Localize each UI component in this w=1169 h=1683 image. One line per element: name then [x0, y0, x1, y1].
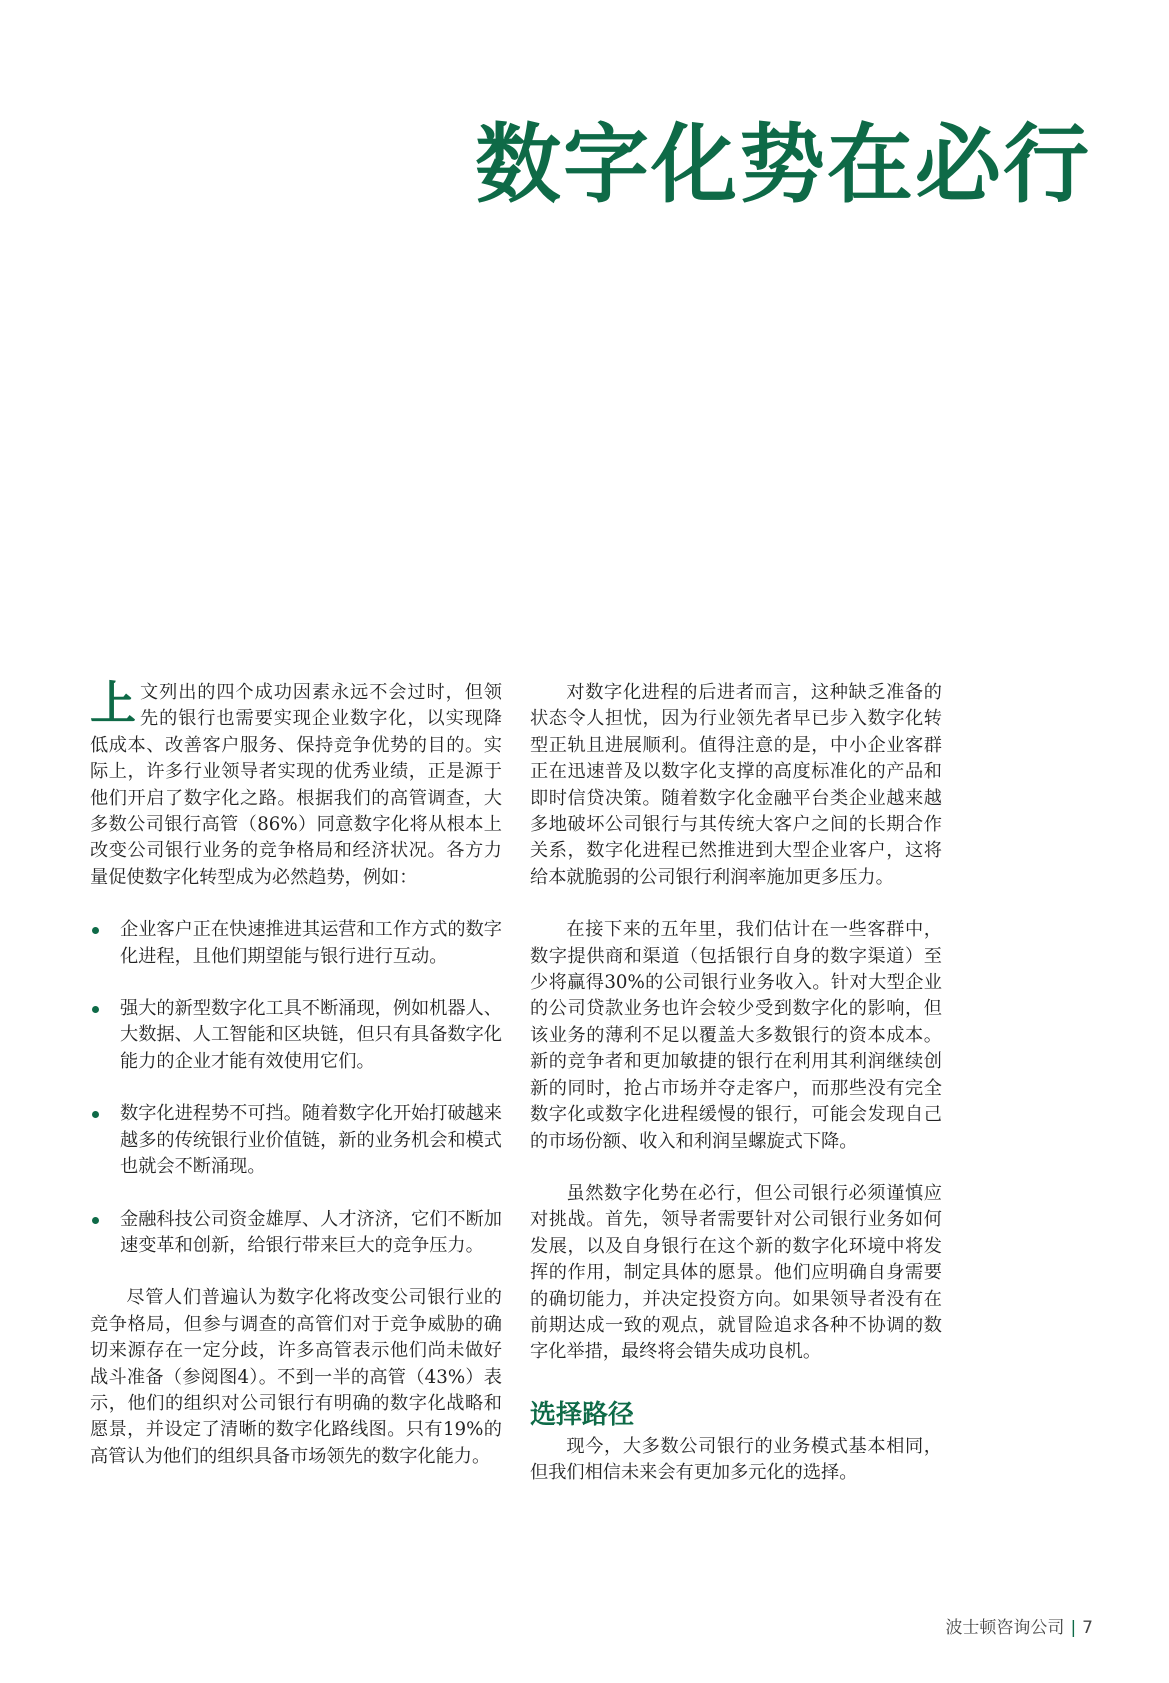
bullet-icon	[92, 927, 99, 934]
list-item	[90, 917, 502, 970]
footer-company: 波士顿咨询公司	[945, 1618, 1065, 1638]
bullet-icon	[92, 1111, 99, 1118]
bullet-icon	[92, 1217, 99, 1224]
bullet-text: 企业客户正在快速推进其运营和工作方式的数字化进程，且他们期望能与银行进行互动。	[120, 919, 502, 967]
left-column	[90, 676, 502, 1470]
closing-paragraph: 尽管人们普遍认为数字化将改变公司银行业的竞争格局，但参与调查的高管们对于竞争威胁的确切来源存在一定分歧，许多高管表示他们尚未做好战斗准备（参阅图4）。不到一半的高管（43%）表示，他们的组织对公司银行有明确的数字化战略和愿景，并设定了清晰的数字化路线图。只有19%的高管认为他们的组织具备市场领先的数字化能力。	[90, 1287, 502, 1467]
list-item	[90, 1101, 502, 1180]
page-number: 7	[1082, 1618, 1093, 1638]
page-footer	[945, 1613, 1093, 1638]
body-paragraph: 对数字化进程的后进者而言，这种缺乏准备的状态令人担忧，因为行业领先者早已步入数字化转型正轨且进展顺利。值得注意的是，中小企业客群正在迅速普及以数字化支撑的高度标准化的产品和即时信贷决策。随着数字化金融平台类企业越来越多地破坏公司银行与其传统大客户之间的长期合作关系，数字化进程已然推进到大型企业客户，这将给本就脆弱的公司银行利润率施加更多压力。	[530, 682, 942, 888]
right-column	[530, 680, 942, 1487]
page-title: 数字化势在必行	[475, 114, 1091, 215]
list-item	[90, 1207, 502, 1260]
body-paragraph: 在接下来的五年里，我们估计在一些客群中，数字提供商和渠道（包括银行自身的数字渠道）至少将赢得30%的公司银行业务收入。针对大型企业的公司贷款业务也许会较少受到数字化的影响，但该业务的薄利不足以覆盖大多数银行的资本成本。新的竞争者和更加敏捷的银行在利用其利润继续创新的同时，抢占市场并夺走客户，而那些没有完全数字化或数字化进程缓慢的银行，可能会发现自己的市场份额、收入和利润呈螺旋式下降。	[530, 919, 942, 1152]
drop-cap: 上	[90, 676, 136, 730]
intro-paragraph	[90, 676, 502, 891]
bullet-icon	[92, 1006, 99, 1013]
bullet-text: 数字化进程势不可挡。随着数字化开始打破越来越多的传统银行业价值链，新的业务机会和模式也就会不断涌现。	[120, 1103, 502, 1178]
bullet-list	[90, 917, 502, 1259]
bullet-text: 金融科技公司资金雄厚、人才济济，它们不断加速变革和创新，给银行带来巨大的竞争压力。	[120, 1208, 502, 1256]
bullet-text: 强大的新型数字化工具不断涌现，例如机器人、大数据、人工智能和区块链，但只有具备数字化能力的企业才能有效使用它们。	[120, 998, 502, 1072]
section-heading: 选择路径	[530, 1399, 635, 1430]
list-item	[90, 996, 502, 1075]
intro-text: 文列出的四个成功因素永远不会过时，但领先的银行也需要实现企业数字化，以实现降低成本、改善客户服务、保持竞争优势的目的。实际上，许多行业领导者实现的优秀业绩，正是源于他们开启了数字化之路。根据我们的高管调查，大多数公司银行高管（86%）同意数字化将从根本上改变公司银行业务的竞争格局和经济状况。各方力量促使数字化转型成为必然趋势，例如：	[90, 682, 502, 888]
footer-separator: |	[1070, 1618, 1077, 1638]
body-paragraph: 现今，大多数公司银行的业务模式基本相同，但我们相信未来会有更加多元化的选择。	[530, 1435, 942, 1484]
body-paragraph: 虽然数字化势在必行，但公司银行必须谨慎应对挑战。首先，领导者需要针对公司银行业务如何发展，以及自身银行在这个新的数字化环境中将发挥的作用，制定具体的愿景。他们应明确自身需要的确切能力，并决定投资方向。如果领导者没有在前期达成一致的观点，就冒险追求各种不协调的数字化举措，最终将会错失成功良机。	[530, 1182, 942, 1363]
